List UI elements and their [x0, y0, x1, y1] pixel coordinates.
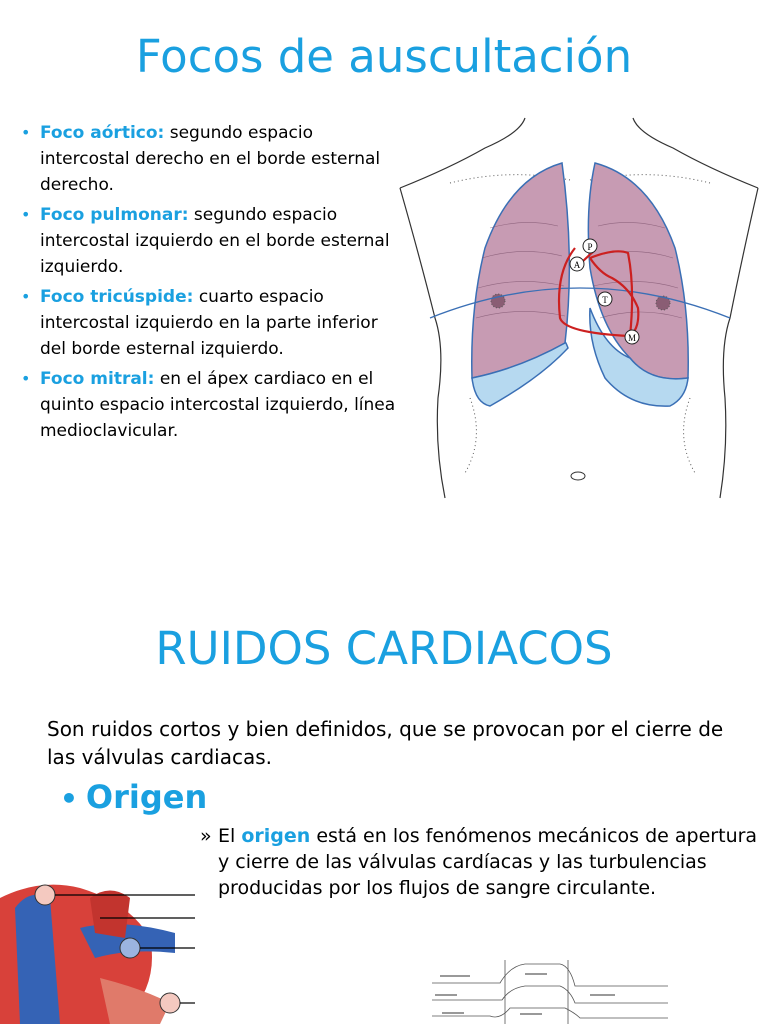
navel [571, 472, 585, 480]
list-item-aortico [18, 120, 396, 198]
desc-mitral: en el ápex cardiaco en el quinto espacio intercostal izquierdo, línea medioclavicular. [40, 369, 396, 441]
origen-description [200, 823, 758, 901]
bullet-icon: • [21, 369, 31, 388]
cardiac-cycle-diagram [430, 958, 670, 1024]
term-tricuspide: Foco tricúspide: [40, 287, 194, 307]
bullet-icon: • [21, 205, 31, 224]
bullet-icon: • [60, 782, 78, 815]
torso-side-left [400, 188, 445, 498]
heading-text: Origen [85, 778, 208, 816]
svg-text:M: M [627, 333, 637, 343]
lung-right [472, 163, 570, 378]
sub-keyword: origen [241, 825, 311, 847]
focus-list [18, 120, 396, 448]
desc-aortico: segundo espacio intercostal derecho en el borde esternal derecho. [40, 123, 381, 195]
slide-title-ruidos: RUIDOS CARDIACOS [155, 622, 613, 675]
sub-rest: está en los fenómenos mecánicos de apertura y cierre de las válvulas cardíacas y las turbulencias producidas por los flujos de sangre circulante. [218, 825, 758, 899]
sub-prefix: El [218, 825, 242, 847]
list-item-mitral [18, 366, 396, 444]
focus-marker-t [598, 292, 612, 306]
torso-side-right [720, 188, 758, 498]
list-item-pulmonar [18, 202, 396, 280]
heart-anatomy-image [0, 878, 200, 1024]
torso-outline-right [633, 118, 758, 188]
term-mitral: Foco mitral: [40, 369, 155, 389]
desc-tricuspide: cuarto espacio intercostal izquierdo en la parte inferior del borde esternal izquierdo. [40, 287, 378, 359]
list-item-tricuspide [18, 284, 396, 362]
term-pulmonar: Foco pulmonar: [40, 205, 189, 225]
slide-title-focos: Focos de auscultación [135, 30, 633, 83]
chest-auscultation-diagram [390, 108, 768, 503]
svg-text:A: A [573, 260, 581, 270]
chevron-bullet-icon: » [200, 825, 212, 847]
focus-marker-a [570, 257, 584, 271]
svg-text:T: T [602, 295, 608, 305]
focus-marker-m [625, 330, 639, 344]
torso-outline [400, 118, 525, 188]
term-aortico: Foco aórtico: [40, 123, 165, 143]
bullet-icon: • [21, 287, 31, 306]
focus-marker-p [583, 239, 597, 253]
intro-paragraph: Son ruidos cortos y bien definidos, que se provocan por el cierre de las válvulas cardiacas. [47, 717, 724, 769]
section-heading-origen [60, 778, 207, 816]
desc-pulmonar: segundo espacio intercostal izquierdo en el borde esternal izquierdo. [40, 205, 390, 277]
bullet-icon: • [21, 123, 31, 142]
svg-text:P: P [587, 242, 593, 252]
